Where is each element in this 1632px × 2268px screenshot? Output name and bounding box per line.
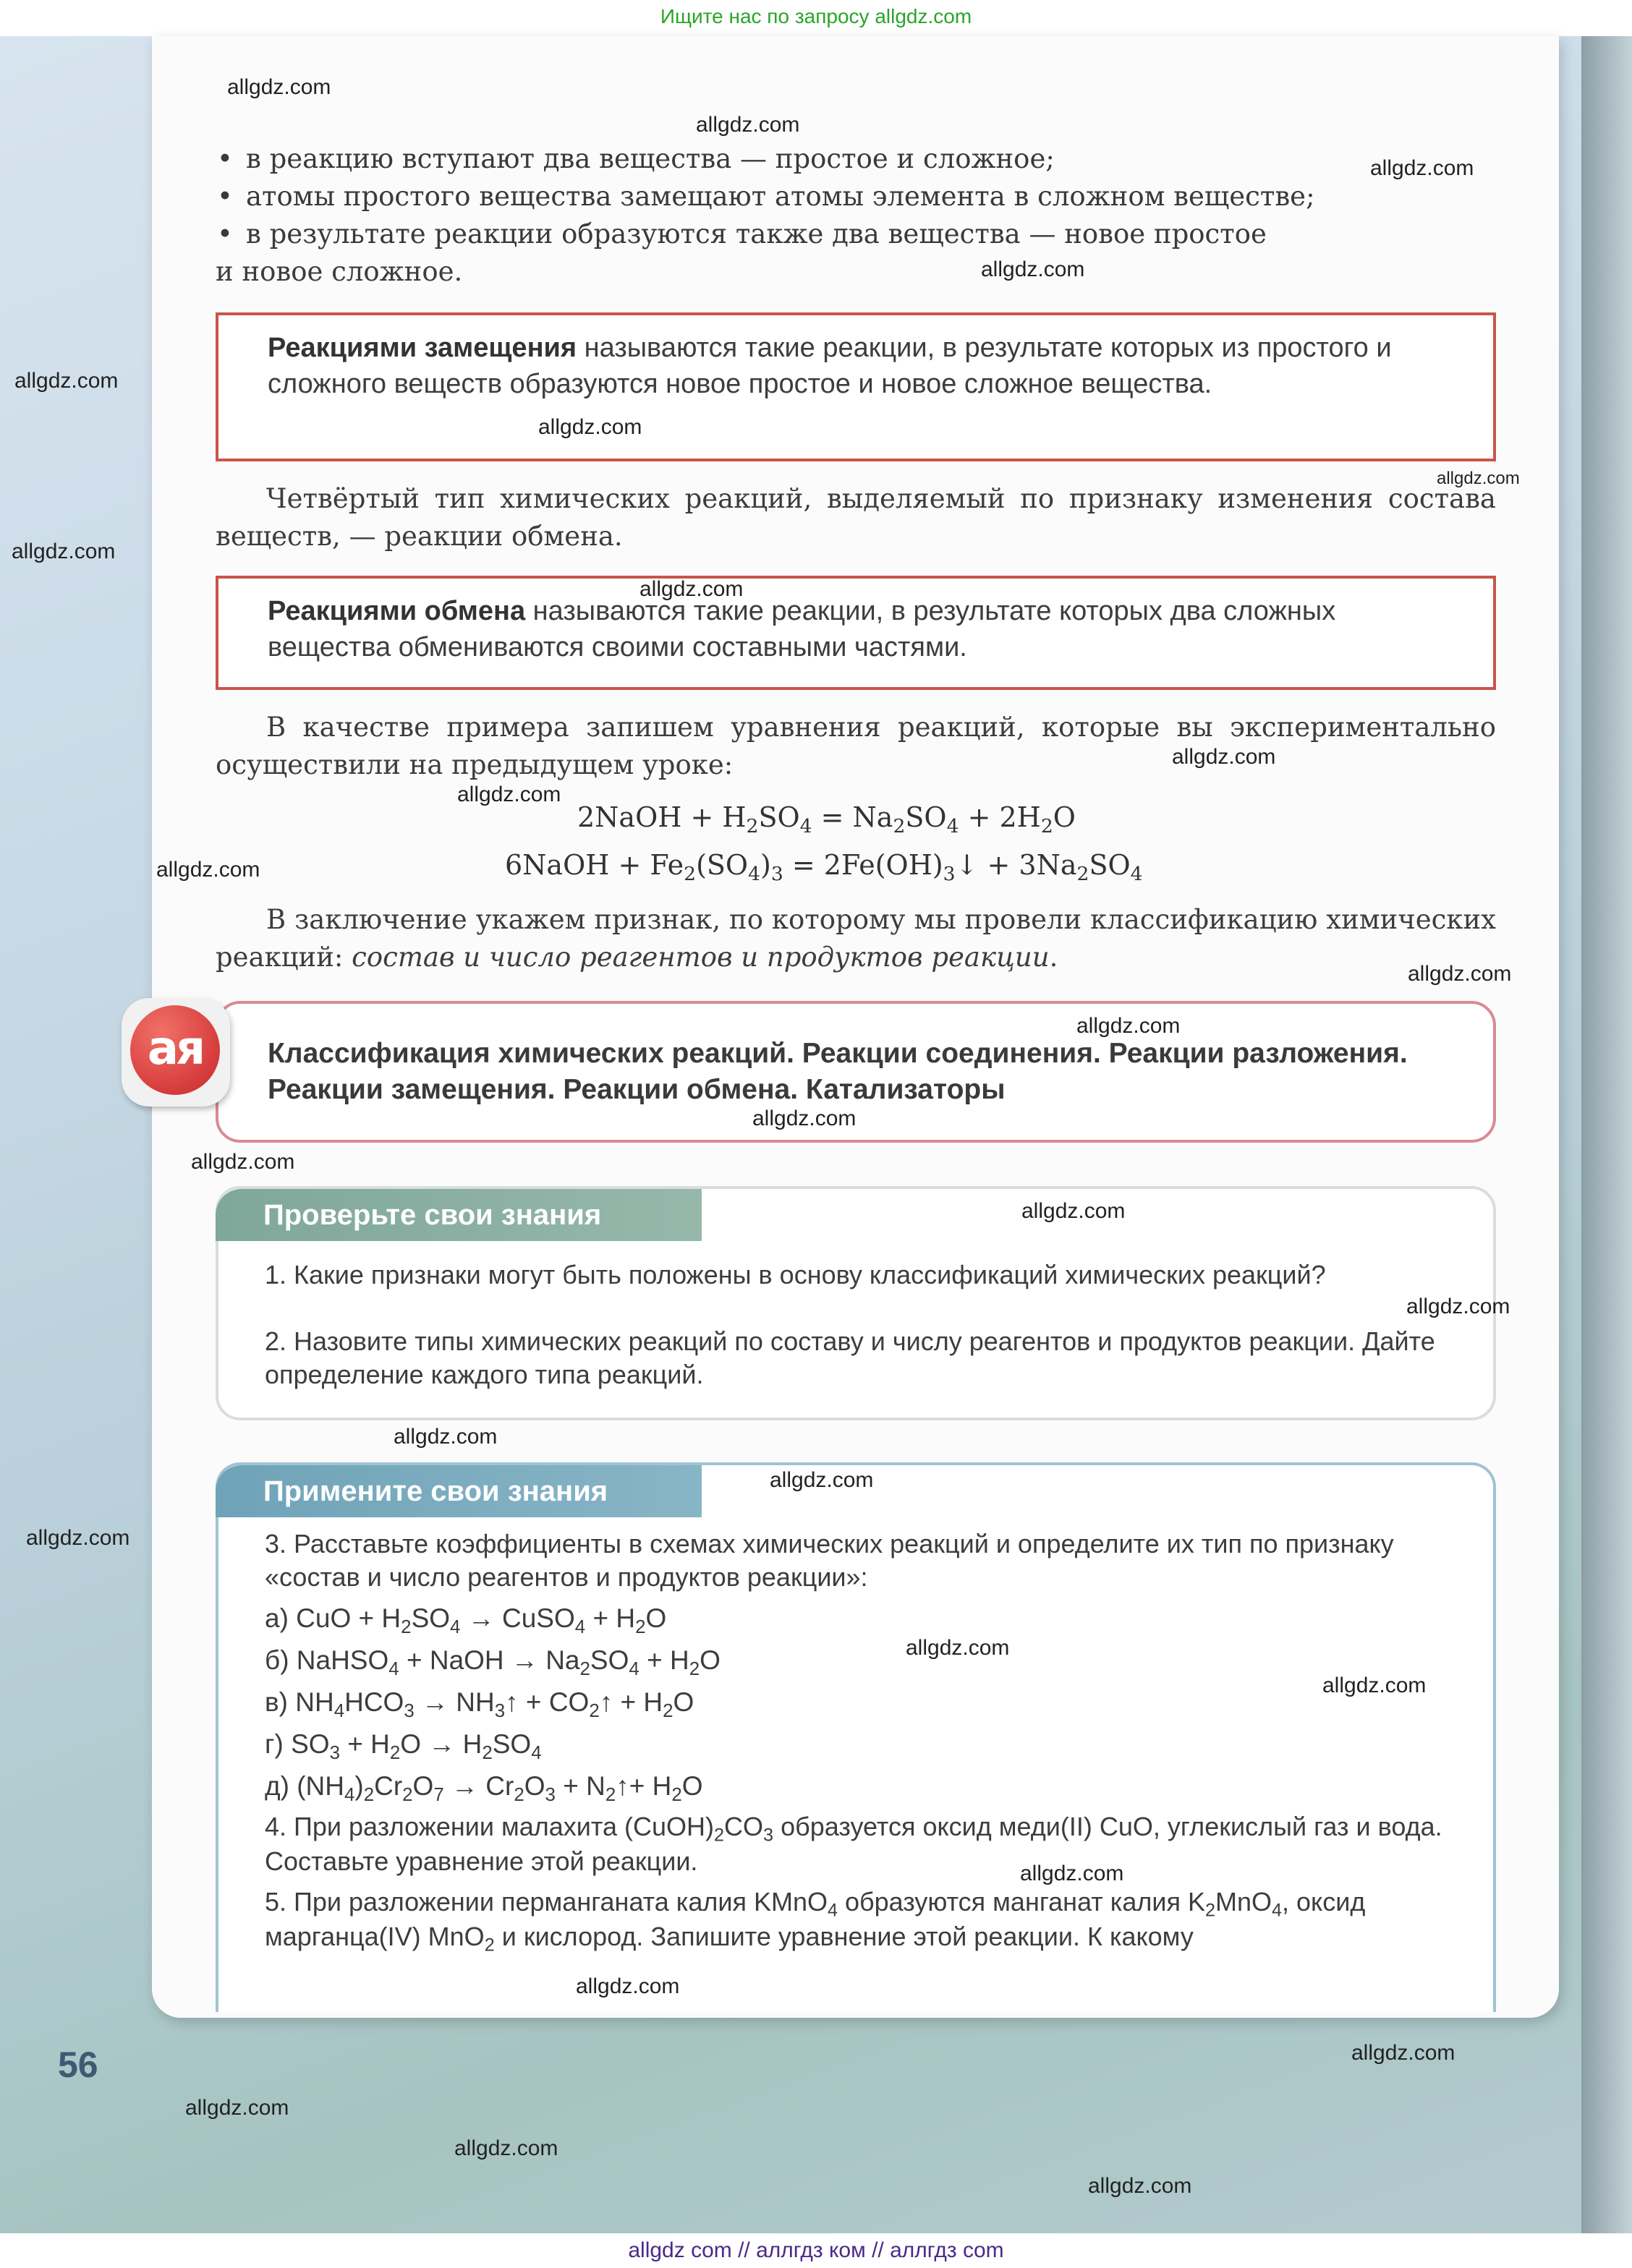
watermark: allgdz.com [770, 1468, 874, 1492]
watermark: allgdz.com [576, 1974, 680, 1998]
bottom-banner[interactable]: allgdz com // аллгдз ком // аллгдз com [0, 2233, 1632, 2268]
definition-text: называются такие реакции, в результате которых из простого и сложного веществ образуются новое простое и новое сложное вещества. [268, 333, 1392, 399]
bullet-item: • в реакцию вступают два вещества — простое и сложное; [217, 143, 1055, 174]
definition-term: Реакциями обмена [268, 596, 526, 626]
watermark: allgdz.com [1088, 2174, 1192, 2198]
watermark: allgdz.com [12, 540, 116, 563]
question-5: 5. При разложении перманганата калия KMnO$_4$ образуются манганат калия $K_2MnO_4$, оксид марганца(IV) MnO$_2$ и кислород. Запишите уравнение этой реакции. К какому [265, 1887, 1366, 1956]
key-terms-logo [122, 998, 230, 1107]
watermark: allgdz.com [457, 783, 561, 806]
watermark: allgdz.com [227, 75, 331, 99]
exchange-definition-box [216, 576, 1496, 690]
reaction-d: д) $(NH_4)_2Cr_2O_7 \to Cr_2O_3$ + $N_2↑+ H_2O$ [265, 1771, 703, 1805]
watermark: allgdz.com [1021, 1199, 1126, 1223]
reaction-a: а) CuO + $H_2SO_4$ → CuSO$_4$ + $H_2O$ [265, 1603, 667, 1637]
watermark: allgdz.com [156, 858, 260, 882]
key-terms-box: Классификация химических реакций. Реакции соединения. Реакции разложения. Реакции замещения. Реакции обмена. Катализаторы [216, 1001, 1496, 1143]
question-1: 1. Какие признаки могут быть положены в основу классификаций химических реакций? [265, 1260, 1326, 1289]
book-spine-shadow [1581, 36, 1632, 2235]
watermark: allgdz.com [14, 369, 119, 393]
bullet-item: • атомы простого вещества замещают атомы элемента в сложном веществе; [217, 181, 1315, 212]
reaction-b: б) NaHSO$_4$ + NaOH → $Na_2SO_4 + H_2O$ [265, 1645, 721, 1679]
watermark: allgdz.com [1406, 1295, 1510, 1318]
watermark: allgdz.com [454, 2136, 558, 2160]
watermark: allgdz.com [1020, 1862, 1124, 1885]
definition-text: называются такие реакции, в результате которых два сложных вещества обмениваются своими составными частями. [268, 596, 1336, 662]
fourth-type-paragraph: Четвёртый тип химических реакций, выделяемый по признаку изменения состава веществ, — реакции обмена. [216, 483, 1496, 552]
watermark: allgdz.com [752, 1107, 857, 1130]
bullet-item: • в результате реакции образуются также два вещества — новое простое [217, 218, 1267, 250]
reaction-v: в) $NH_4HCO_3$ → $NH_3↑$ + $CO_2↑ + H_2O$ [265, 1687, 694, 1721]
watermark: allgdz.com [1322, 1674, 1427, 1697]
bullet-continuation: и новое сложное. [216, 256, 463, 287]
watermark: allgdz.com [696, 113, 800, 137]
watermark: allgdz.com [191, 1150, 295, 1174]
watermark: allgdz.com [1437, 469, 1520, 488]
watermark: allgdz.com [538, 415, 642, 439]
watermark: allgdz.com [394, 1425, 498, 1449]
watermark: allgdz.com [1351, 2041, 1455, 2065]
example-paragraph: В качестве примера запишем уравнения реакций, которые вы экспериментально осуществили на предыдущем уроке: [216, 712, 1496, 780]
watermark: allgdz.com [981, 257, 1085, 281]
conclusion-paragraph: В заключение укажем признак, по которому мы провели классификацию химических реакций: состав и число реагентов и продуктов реакции. [216, 904, 1496, 973]
watermark: allgdz.com [1370, 156, 1474, 180]
question-2: 2. Назовите типы химических реакций по составу и числу реагентов и продуктов реакции. Дайте определение каждого типа реакций. [265, 1326, 1435, 1389]
logo-icon: ая [130, 1005, 220, 1095]
question-4: 4. При разложении малахита $(CuOH)_2CO_3$ образуется оксид меди(II) CuO, углекислый газ и вода. Составьте уравнение этой реакции. [265, 1812, 1442, 1876]
watermark: allgdz.com [1172, 745, 1276, 769]
question-3: 3. Расставьте коэффициенты в схемах химических реакций и определите их тип по признаку «состав и число реагентов и продуктов реакции»: [265, 1529, 1394, 1592]
substitution-definition-box [216, 312, 1496, 461]
watermark: allgdz.com [185, 2096, 289, 2120]
watermark: allgdz.com [906, 1636, 1010, 1660]
reaction-g: г) $SO_3 + H_2O \to H_2SO_4$ [265, 1729, 542, 1763]
page-number: 56 [58, 2045, 98, 2085]
top-banner[interactable]: Ищите нас по запросу allgdz.com [660, 5, 972, 27]
equation-2: 6NaOH + $Fe_2(SO_4)_3$ = $2Fe(OH)_3↓ + 3Na_2SO_4$ [505, 849, 1143, 885]
apply-knowledge-title: Примените свои знания [216, 1465, 702, 1517]
check-knowledge-title: Проверьте свои знания [216, 1189, 702, 1241]
definition-term: Реакциями замещения [268, 333, 577, 363]
watermark: allgdz.com [639, 577, 744, 601]
equation-1: 2NaOH + $H_2SO_4 = Na_2SO_4 + 2H_2O$ [577, 801, 1076, 837]
watermark: allgdz.com [26, 1526, 130, 1550]
watermark: allgdz.com [1408, 962, 1512, 986]
watermark: allgdz.com [1076, 1014, 1181, 1038]
